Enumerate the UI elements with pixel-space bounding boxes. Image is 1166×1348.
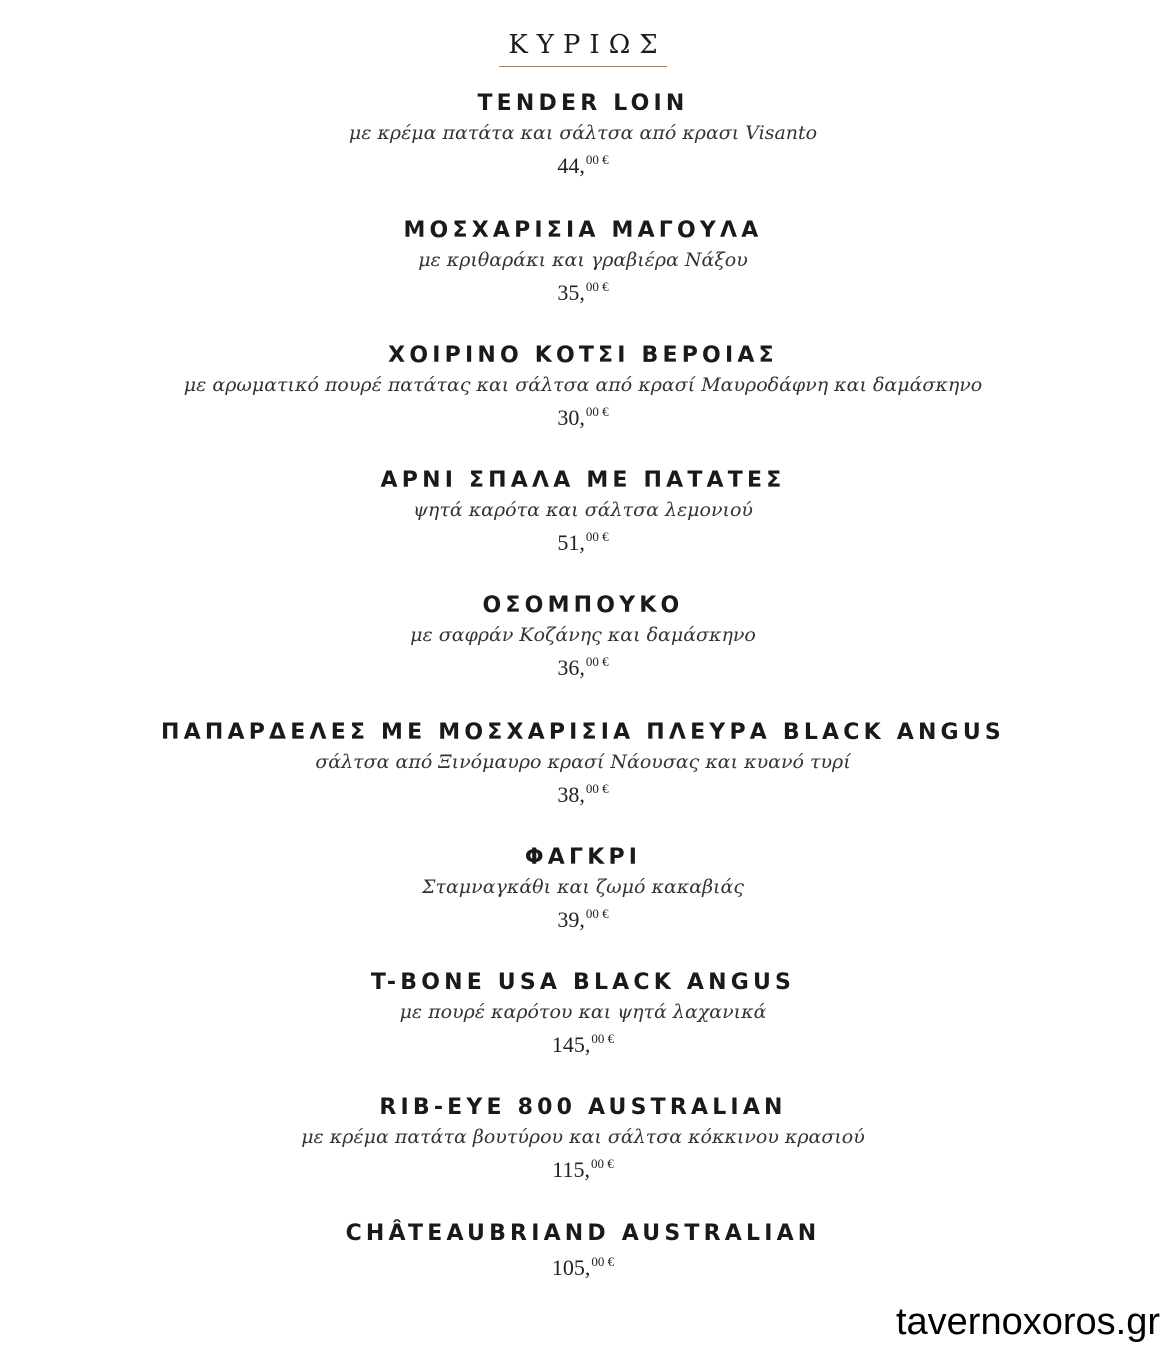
price-main: 51, [557,530,585,555]
price-cents: 00 € [585,279,609,294]
dish-description: με αρωματικό πουρέ πατάτας και σάλτσα από κρασί Μαυροδάφνη και δαμάσκηνο [183,374,983,396]
dish-name: T-BONE USA BLACK ANGUS [370,970,796,995]
price-cents: 00 € [591,1254,615,1269]
dish-price [0,1249,1166,1280]
price-main: 36, [557,655,585,680]
dish-description: σάλτσα από Ξινόμαυρο κρασί Νάουσας και κυανό τυρί [315,751,851,773]
price-cents: 00 € [585,404,609,419]
dish-price [0,274,1166,305]
price-main: 30, [557,405,585,430]
price-cents: 00 € [585,781,609,796]
menu-item [0,1093,1166,1182]
price-main: 35, [557,280,585,305]
dish-description: με κρέμα πατάτα βουτύρου και σάλτσα κόκκινου κρασιού [301,1126,865,1148]
price-cents: 00 € [590,1156,614,1171]
dish-price [0,649,1166,680]
dish-name: ΜΟΣΧΑΡΙΣΙΑ ΜΑΓΟΥΛΑ [403,218,763,243]
price-main: 115, [552,1157,590,1182]
price-cents: 00 € [585,906,609,921]
dish-price [0,901,1166,932]
dish-description: με κριθαράκι και γραβιέρα Νάξου [418,249,748,271]
dish-name: ΠΑΠΑΡΔΕΛΕΣ ΜΕ ΜΟΣΧΑΡΙΣΙΑ ΠΛΕΥΡΑ BLACK ANGUS [161,720,1005,745]
dish-price [0,399,1166,430]
price-main: 105, [551,1255,591,1280]
price-main: 38, [557,782,585,807]
menu-item [0,968,1166,1057]
dish-description: Σταμναγκάθι και ζωμό κακαβιάς [422,876,744,898]
menu-item [0,718,1166,807]
price-cents: 00 € [591,1031,615,1046]
dish-name: CHÂTEAUBRIAND AUSTRALIAN [345,1221,821,1246]
dish-name: RIB-EYE 800 AUSTRALIAN [379,1095,787,1120]
menu-item [0,216,1166,305]
price-cents: 00 € [585,654,609,669]
dish-description: με σαφράν Κοζάνης και δαμάσκηνο [410,624,756,646]
price-main: 44, [557,153,585,178]
dish-name: ΑΡΝΙ ΣΠΑΛΑ ΜΕ ΠΑΤΑΤΕΣ [380,468,786,493]
dish-name: ΟΣΟΜΠΟΥΚΟ [482,593,684,618]
price-cents: 00 € [585,152,609,167]
price-main: 145, [551,1032,591,1057]
dish-price [0,1151,1166,1182]
menu-item [0,843,1166,932]
watermark: tavernoxoros.gr [895,1301,1160,1343]
menu-item [0,591,1166,680]
menu-item [0,341,1166,430]
dish-description: με πουρέ καρότου και ψητά λαχανικά [399,1001,767,1023]
dish-description: ψητά καρότα και σάλτσα λεμονιού [413,499,753,521]
dish-price [0,524,1166,555]
dish-description: με κρέμα πατάτα και σάλτσα από κρασι Visanto [348,122,818,144]
section-title [0,30,1166,67]
price-cents: 00 € [585,529,609,544]
dish-name: ΧΟΙΡΙΝΟ ΚΟΤΣΙ ΒΕΡΟΙΑΣ [388,343,778,368]
dish-name: ΦΑΓΚΡΙ [524,845,642,870]
menu-item [0,89,1166,178]
dish-price [0,776,1166,807]
dish-name: TENDER LOIN [477,91,689,116]
menu-item [0,1219,1166,1280]
section-title-text: ΚΥΡΙΩΣ [499,30,666,67]
price-main: 39, [557,907,585,932]
menu-item [0,466,1166,555]
dish-price [0,1026,1166,1057]
dish-price [0,147,1166,178]
